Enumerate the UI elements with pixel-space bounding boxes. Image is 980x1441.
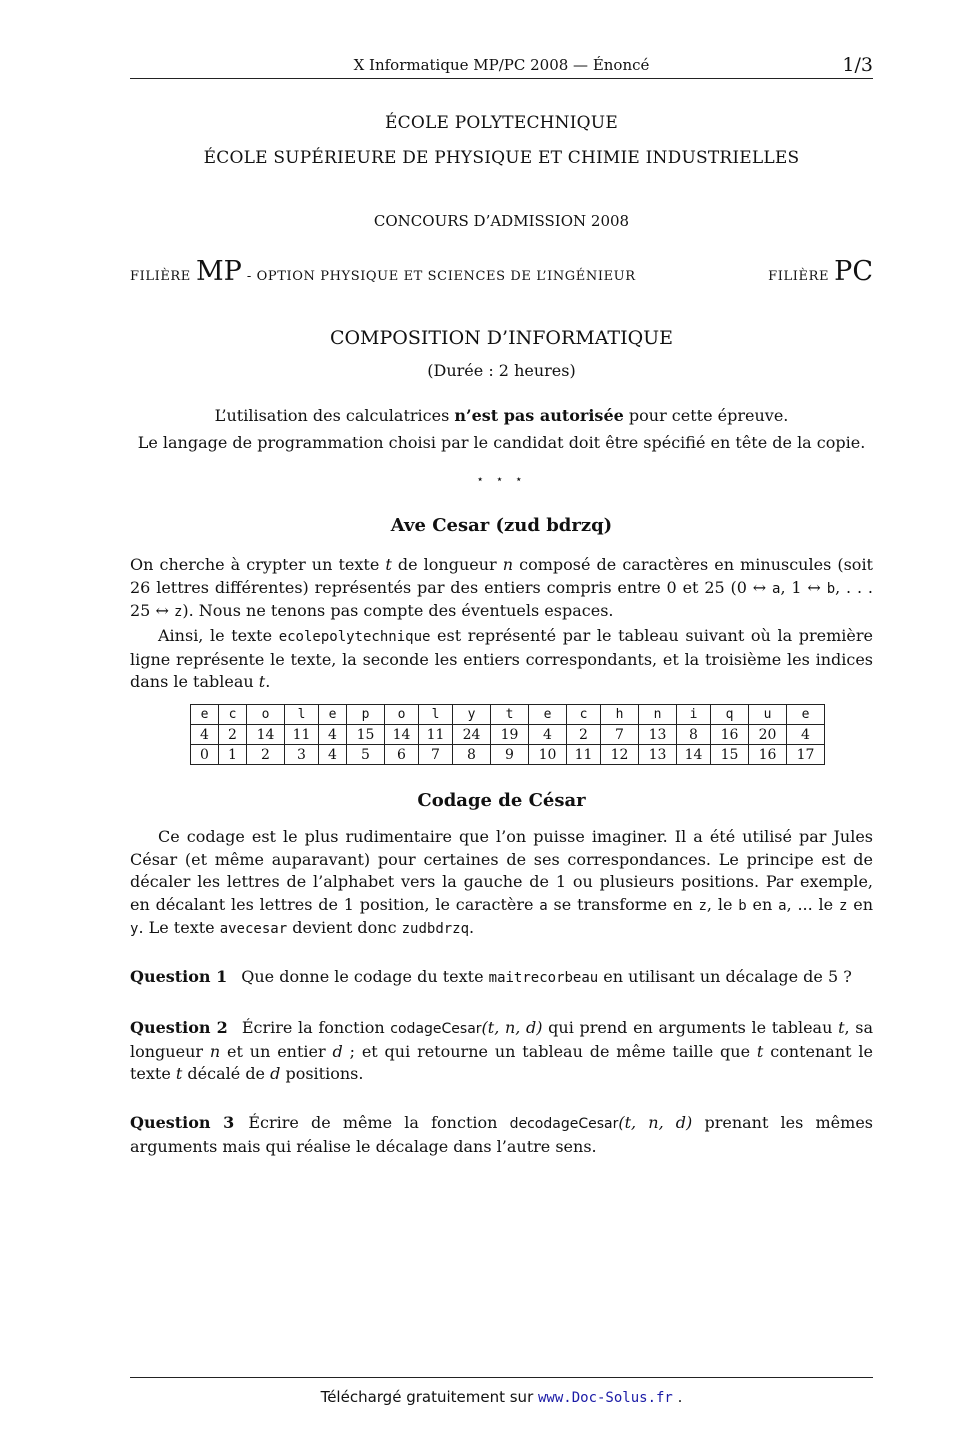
index-cell: 16 [749, 745, 787, 765]
letter-cell: i [677, 705, 711, 725]
header-title: X Informatique MP/PC 2008 — Énoncé [353, 56, 650, 74]
table-row-codes [191, 725, 825, 745]
section-title-ave-cesar: Ave Cesar (zud bdrzq) [390, 515, 613, 536]
filiere-label: FILIÈRE [130, 269, 191, 284]
letter-cell: o [247, 705, 285, 725]
notice-emphasis: n’est pas autorisée [454, 406, 624, 425]
index-cell: 8 [453, 745, 491, 765]
letter-cell: h [601, 705, 639, 725]
filiere-row [130, 256, 873, 286]
index-cell: 2 [247, 745, 285, 765]
separator-stars: ⋆ ⋆ ⋆ [476, 472, 527, 486]
question-3: Question 3 Écrire de même la fonction decodageCesar(t, n, d) prenant les mêmes arguments mais qui réalise le décalage dans l’autre sens. [130, 1113, 874, 1156]
question-label: Question 1 [130, 967, 228, 986]
index-cell: 5 [347, 745, 385, 765]
language-notice: Le langage de programmation choisi par le candidat doit être spécifié en tête de la copie. [137, 433, 866, 452]
letter-cell: e [191, 705, 219, 725]
letter-cell: y [453, 705, 491, 725]
code-cell: 14 [385, 725, 419, 745]
question-label: Question 3 [130, 1113, 235, 1132]
footer: Téléchargé gratuitement sur www.Doc-Solus.fr . [320, 1388, 683, 1406]
code-cell: 4 [319, 725, 347, 745]
codage-paragraph: Ce codage est le plus rudimentaire que l’on puisse imaginer. Il a été utilisé par Jules César (et même auparavant) pour certaines de ses correspondances. Le principe est de décaler les lettres de l’alphabet vers la gauche de 1 ou plusieurs positions. Par exemple, en décalant les lettres de 1 position, le caractère a se transforme en z, le b en a, ... le z en y. Le texte avecesar devient donc zudbdrzq. [130, 827, 874, 937]
letter-cell: q [711, 705, 749, 725]
code-cell: 2 [567, 725, 601, 745]
index-cell: 17 [787, 745, 825, 765]
code-cell: 14 [247, 725, 285, 745]
index-cell: 4 [319, 745, 347, 765]
letter-cell: o [385, 705, 419, 725]
notice-text: L’utilisation des calculatrices [214, 406, 455, 425]
letter-cell: c [567, 705, 601, 725]
index-cell: 0 [191, 745, 219, 765]
code-cell: 19 [491, 725, 529, 745]
index-cell: 11 [567, 745, 601, 765]
code-cell: 11 [419, 725, 453, 745]
question-2: Question 2 Écrire la fonction codageCesar(t, n, d) qui prend en arguments le tableau t, sa longueur n et un entier d ; et qui retourne un tableau de même taille que t contenant le texte t décalé de d positions. [130, 1018, 874, 1083]
filiere-pc-code: PC [834, 256, 873, 287]
index-cell: 3 [285, 745, 319, 765]
letter-cell: u [749, 705, 787, 725]
index-cell: 6 [385, 745, 419, 765]
school-name-1: ÉCOLE POLYTECHNIQUE [385, 113, 618, 133]
index-cell: 9 [491, 745, 529, 765]
code-cell: 2 [219, 725, 247, 745]
filiere-pc [768, 256, 873, 287]
filiere-mp-code: MP [196, 256, 242, 287]
index-cell: 14 [677, 745, 711, 765]
concours-title: CONCOURS D’ADMISSION 2008 [373, 212, 630, 230]
letter-cell: p [347, 705, 385, 725]
code-cell: 4 [191, 725, 219, 745]
table-row-indices [191, 745, 825, 765]
table-row-letters [191, 705, 825, 725]
page-number: 1/3 [842, 54, 873, 76]
filiere-mp [130, 256, 636, 287]
index-cell: 15 [711, 745, 749, 765]
footer-rule [130, 1377, 873, 1378]
letter-cell: n [639, 705, 677, 725]
code-cell: 11 [285, 725, 319, 745]
question-label: Question 2 [130, 1018, 228, 1037]
composition-duration: (Durée : 2 heures) [427, 361, 576, 380]
code-cell: 4 [529, 725, 567, 745]
section-title-codage: Codage de César [417, 790, 586, 811]
exam-page [130, 0, 873, 1441]
encoding-table [190, 704, 825, 765]
code-cell: 20 [749, 725, 787, 745]
filiere-label: FILIÈRE [768, 269, 830, 284]
code-cell: 16 [711, 725, 749, 745]
question-1: Question 1 Que donne le codage du texte maitrecorbeau en utilisant un décalage de 5 ? [130, 967, 852, 986]
filiere-option: - OPTION PHYSIQUE ET SCIENCES DE L’INGÉNIEUR [246, 269, 636, 284]
intro-paragraph: On cherche à crypter un texte t de longueur n composé de caractères en minuscules (soit 26 lettres différentes) représentés par des entiers compris entre 0 et 25 (0 ↔ a, 1 ↔ b, . . . 25 ↔ z). Nous ne tenons pas compte des éventuels espaces. [130, 555, 873, 620]
letter-cell: t [491, 705, 529, 725]
index-cell: 10 [529, 745, 567, 765]
letter-cell: l [285, 705, 319, 725]
code-cell: 15 [347, 725, 385, 745]
letter-cell: e [529, 705, 567, 725]
school-name-2: ÉCOLE SUPÉRIEURE DE PHYSIQUE ET CHIMIE INDUSTRIELLES [203, 148, 800, 168]
letter-cell: c [219, 705, 247, 725]
index-cell: 1 [219, 745, 247, 765]
footer-text: Téléchargé gratuitement sur [320, 1388, 538, 1406]
letter-cell: e [319, 705, 347, 725]
code-cell: 4 [787, 725, 825, 745]
code-cell: 13 [639, 725, 677, 745]
notice-text: pour cette épreuve. [623, 406, 789, 425]
code-cell: 8 [677, 725, 711, 745]
example-paragraph: Ainsi, le texte ecolepolytechnique est représenté par le tableau suivant où la première ligne représente le texte, la seconde les entiers correspondants, et la troisième les indices dans le tableau t. [130, 626, 874, 691]
letter-cell: e [787, 705, 825, 725]
code-cell: 24 [453, 725, 491, 745]
calculator-notice [130, 406, 873, 425]
code-cell: 7 [601, 725, 639, 745]
doc-solus-link[interactable]: www.Doc-Solus.fr [538, 1390, 673, 1406]
letter-cell: l [419, 705, 453, 725]
index-cell: 12 [601, 745, 639, 765]
running-header [130, 56, 873, 79]
index-cell: 7 [419, 745, 453, 765]
index-cell: 13 [639, 745, 677, 765]
composition-title: COMPOSITION D’INFORMATIQUE [329, 327, 674, 349]
